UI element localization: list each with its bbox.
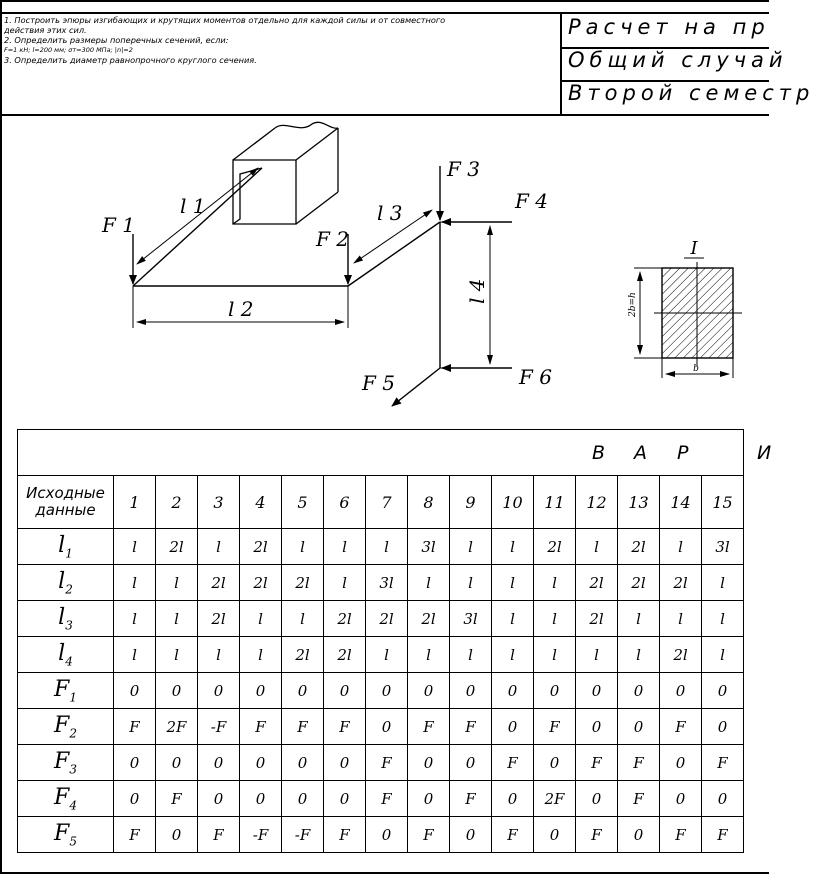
row-label-subscript: 4	[65, 654, 73, 669]
table-cell: 0	[534, 745, 576, 781]
table-cell: 0	[618, 817, 660, 853]
table-cell: F	[366, 781, 408, 817]
section-width-label: b	[693, 364, 699, 374]
table-cell: 0	[324, 745, 366, 781]
variant-number: 14	[660, 476, 702, 529]
table-cell: F	[450, 781, 492, 817]
table-cell: 2l	[156, 529, 198, 565]
table-cell: 0	[492, 673, 534, 709]
table-cell: l	[534, 601, 576, 637]
variant-number: 4	[240, 476, 282, 529]
variant-letter: И	[757, 442, 772, 464]
table-cell: F	[660, 709, 702, 745]
variant-letter: В	[592, 442, 606, 464]
table-cell: 0	[114, 745, 156, 781]
label-F1: F 1	[102, 213, 135, 237]
table-cell: 3l	[702, 529, 744, 565]
table-cell: 0	[660, 781, 702, 817]
variant-number: 9	[450, 476, 492, 529]
table-cell: l	[702, 565, 744, 601]
table-cell: 2l	[618, 529, 660, 565]
table-cell: l	[618, 637, 660, 673]
table-cell: l	[576, 529, 618, 565]
table-cell: 2l	[282, 565, 324, 601]
table-cell: 0	[324, 781, 366, 817]
table-cell: l	[156, 601, 198, 637]
table-cell: F	[492, 817, 534, 853]
variant-number: 1	[114, 476, 156, 529]
table-cell: l	[240, 637, 282, 673]
table-cell: F	[198, 817, 240, 853]
table-cell: 0	[576, 781, 618, 817]
table-cell: -F	[198, 709, 240, 745]
table-cell: 0	[156, 673, 198, 709]
table-cell: l	[282, 529, 324, 565]
table-cell: 0	[366, 709, 408, 745]
table-row	[18, 637, 744, 673]
table-cell: l	[408, 637, 450, 673]
task-line-3: 2. Определить размеры поперечных сечений, если:	[4, 35, 229, 45]
table-cell: 2l	[660, 637, 702, 673]
table-cell: l	[114, 637, 156, 673]
table-cell: 0	[702, 781, 744, 817]
cross-section	[628, 238, 742, 378]
table-cell: l	[450, 529, 492, 565]
row-label	[18, 745, 114, 781]
table-cell: -F	[282, 817, 324, 853]
support-block	[233, 122, 338, 224]
table-cell: 2l	[618, 565, 660, 601]
table-cell: F	[324, 817, 366, 853]
table-cell: F	[408, 817, 450, 853]
table-cell: l	[198, 637, 240, 673]
table-cell: 3l	[450, 601, 492, 637]
label-l3: l 3	[377, 201, 403, 225]
table-cell: 0	[156, 817, 198, 853]
table-cell: l	[492, 529, 534, 565]
variant-letter: А	[634, 442, 647, 464]
table-cell: F	[282, 709, 324, 745]
table-cell: 0	[198, 781, 240, 817]
row-label-subscript: 4	[69, 798, 77, 813]
table-cell: l	[534, 565, 576, 601]
table-cell: -F	[240, 817, 282, 853]
table-cell: 0	[198, 745, 240, 781]
row-label-symbol: F	[54, 820, 70, 846]
table-row	[18, 529, 744, 565]
label-F2: F 2	[316, 227, 349, 251]
table-cell: 2l	[660, 565, 702, 601]
table-cell: 0	[282, 781, 324, 817]
table-cell: l	[492, 601, 534, 637]
table-cell: F	[114, 709, 156, 745]
table-cell: 2l	[408, 601, 450, 637]
table-cell: l	[324, 529, 366, 565]
row-label	[18, 781, 114, 817]
table-cell: 0	[534, 673, 576, 709]
table-cell: 0	[366, 817, 408, 853]
table-cell: l	[282, 601, 324, 637]
row-label	[18, 637, 114, 673]
table-cell: 0	[618, 673, 660, 709]
table-cell: l	[534, 637, 576, 673]
table-cell: 2l	[576, 565, 618, 601]
table-cell: 0	[240, 673, 282, 709]
table-cell: F	[534, 709, 576, 745]
table-cell: F	[576, 745, 618, 781]
variant-number: 6	[324, 476, 366, 529]
table-cell: 0	[450, 817, 492, 853]
variant-number: 12	[576, 476, 618, 529]
table-cell: 0	[240, 781, 282, 817]
table-cell: 0	[492, 781, 534, 817]
table-cell: l	[660, 529, 702, 565]
title-line-3: Второй семестр	[568, 81, 814, 105]
label-F6: F 6	[519, 365, 552, 389]
table-cell: 2F	[534, 781, 576, 817]
variant-letter: Р	[677, 442, 689, 464]
table-cell: l	[450, 637, 492, 673]
variant-number: 11	[534, 476, 576, 529]
row-label-symbol: F	[54, 748, 70, 774]
table-cell: F	[492, 745, 534, 781]
label-F5: F 5	[362, 371, 395, 395]
table-cell: F	[450, 709, 492, 745]
row-label-subscript: 5	[69, 834, 77, 849]
table-cell: 0	[114, 673, 156, 709]
table-cell: F	[366, 745, 408, 781]
table-cell: 0	[408, 781, 450, 817]
table-cell: 2l	[240, 565, 282, 601]
table-cell: 0	[114, 781, 156, 817]
table-row	[18, 601, 744, 637]
table-cell: 3l	[408, 529, 450, 565]
table-cell: 0	[702, 709, 744, 745]
table-cell: F	[156, 781, 198, 817]
label-F4: F 4	[515, 189, 548, 213]
table-cell: l	[576, 637, 618, 673]
table-cell: 3l	[366, 565, 408, 601]
table-cell: 2l	[324, 637, 366, 673]
title-line-2: Общий случай	[568, 48, 788, 72]
table-cell: 0	[450, 745, 492, 781]
table-cell: l	[324, 565, 366, 601]
table-cell: l	[114, 529, 156, 565]
label-l4: l 4	[465, 278, 489, 304]
row-label	[18, 565, 114, 601]
table-cell: F	[702, 817, 744, 853]
table-cell: 0	[702, 673, 744, 709]
table-cell: l	[156, 565, 198, 601]
task-line-1: 1. Построить эпюры изгибающих и крутящих моментов отдельно для каждой силы и от совместного	[4, 15, 446, 25]
table-cell: F	[408, 709, 450, 745]
table-cell: l	[702, 601, 744, 637]
table-cell: 0	[618, 709, 660, 745]
title-block-divider	[560, 14, 562, 114]
section-label: I	[690, 238, 698, 259]
table-cell: 0	[408, 673, 450, 709]
scheme-labels	[101, 157, 552, 395]
row-label-subscript: 2	[65, 582, 73, 597]
table-cell: 0	[366, 673, 408, 709]
variant-number: 3	[198, 476, 240, 529]
table-cell: 0	[660, 745, 702, 781]
row-label-symbol: l	[58, 640, 66, 666]
row-label	[18, 709, 114, 745]
table-cell: 2F	[156, 709, 198, 745]
table-cell: F	[240, 709, 282, 745]
table-cell: 0	[576, 709, 618, 745]
row-label-subscript: 2	[69, 726, 77, 741]
table-cell: F	[114, 817, 156, 853]
task-line-2: действия этих сил.	[4, 25, 87, 35]
row-label	[18, 601, 114, 637]
table-cell: l	[618, 601, 660, 637]
row-label-symbol: F	[54, 784, 70, 810]
row-label-symbol: F	[54, 712, 70, 738]
table-row	[18, 817, 744, 853]
variant-number: 5	[282, 476, 324, 529]
row-label-subscript: 1	[69, 690, 77, 705]
table-cell: l	[198, 529, 240, 565]
table-cell: 2l	[576, 601, 618, 637]
table-cell: 0	[324, 673, 366, 709]
table-cell: 2l	[240, 529, 282, 565]
table-row	[18, 673, 744, 709]
table-cell: 2l	[534, 529, 576, 565]
variant-number: 10	[492, 476, 534, 529]
section-height-label: 2b=h	[628, 292, 638, 317]
table-cell: l	[366, 637, 408, 673]
table-body	[18, 529, 744, 853]
task-line-5: 3. Определить диаметр равнопрочного круглого сечения.	[4, 55, 257, 65]
table-cell: 0	[660, 673, 702, 709]
table-cell: l	[240, 601, 282, 637]
table-row	[18, 709, 744, 745]
row-label-subscript: 3	[69, 762, 77, 777]
table-row	[18, 745, 744, 781]
table-cell: F	[576, 817, 618, 853]
row-label	[18, 673, 114, 709]
table-cell: l	[408, 565, 450, 601]
table-cell: F	[702, 745, 744, 781]
row-label-symbol: F	[54, 676, 70, 702]
row-label-symbol: l	[58, 604, 66, 630]
table-cell: F	[618, 745, 660, 781]
table-cell: 2l	[366, 601, 408, 637]
table-cell: F	[618, 781, 660, 817]
task-line-4: F=1 кН; l=200 мм; σт=300 МПа; |n|=2	[4, 46, 133, 54]
table-cell: 0	[198, 673, 240, 709]
title-line-1: Расчет на пр	[568, 15, 770, 39]
table-cell: l	[492, 565, 534, 601]
variants-table	[17, 429, 744, 853]
table-cell: 2l	[282, 637, 324, 673]
table-cell: 0	[576, 673, 618, 709]
table-cell: 0	[408, 745, 450, 781]
task-list	[4, 15, 554, 65]
table-cell: 2l	[198, 565, 240, 601]
variant-number: 2	[156, 476, 198, 529]
load-scheme	[0, 116, 769, 426]
table-cell: l	[366, 529, 408, 565]
label-l1: l 1	[180, 194, 206, 218]
variant-number: 15	[702, 476, 744, 529]
table-cell: l	[114, 565, 156, 601]
table-cell: l	[702, 637, 744, 673]
table-cell: l	[156, 637, 198, 673]
table-cell: l	[450, 565, 492, 601]
table-row	[18, 781, 744, 817]
label-F3: F 3	[447, 157, 480, 181]
table-cell: 0	[450, 673, 492, 709]
table-cell: 0	[492, 709, 534, 745]
table-cell: 0	[282, 673, 324, 709]
table-cell: 2l	[324, 601, 366, 637]
row-label	[18, 529, 114, 565]
row-header-label: Исходные данные	[18, 476, 114, 529]
row-label-symbol: l	[58, 532, 66, 558]
table-cell: 0	[282, 745, 324, 781]
row-label	[18, 817, 114, 853]
row-label-symbol: l	[58, 568, 66, 594]
table-cell: 0	[240, 745, 282, 781]
table-cell: 2l	[198, 601, 240, 637]
table-cell: l	[660, 601, 702, 637]
table-cell: 0	[156, 745, 198, 781]
label-l2: l 2	[228, 297, 254, 321]
table-cell: l	[492, 637, 534, 673]
table-cell: F	[324, 709, 366, 745]
table-cell: 0	[534, 817, 576, 853]
variant-number: 13	[618, 476, 660, 529]
table-row	[18, 565, 744, 601]
variant-number: 7	[366, 476, 408, 529]
table-cell: l	[114, 601, 156, 637]
row-label-subscript: 3	[65, 618, 73, 633]
table-cell: F	[660, 817, 702, 853]
row-label-subscript: 1	[65, 546, 73, 561]
variant-number: 8	[408, 476, 450, 529]
